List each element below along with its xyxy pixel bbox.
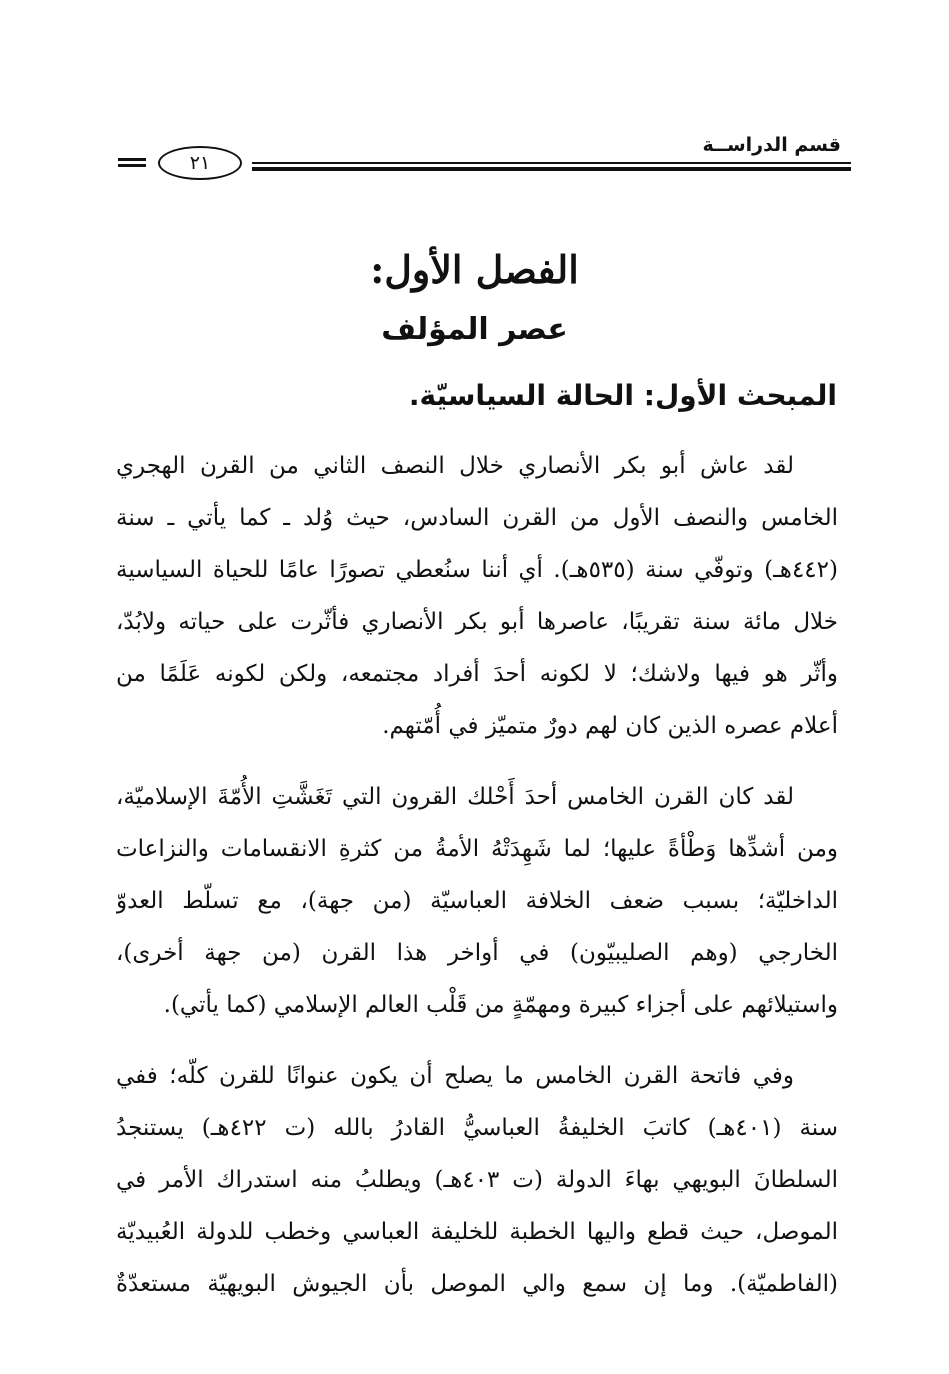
paragraph-line: الخامس والنصف الأول من القرن السادس، حيث وُلد ـ كما يأتي ـ سنة	[116, 505, 838, 531]
paragraph-3	[116, 1050, 838, 1310]
paragraph-line: خلال مائة سنة تقريبًا، عاصرها أبو بكر الأنصاري فأثّرت على حياته ولابُدّ،	[116, 609, 838, 635]
paragraph-line: لقد عاش أبو بكر الأنصاري خلال النصف الثاني من القرن الهجري	[116, 453, 794, 479]
paragraph-line: الداخليّة؛ بسبب ضعف الخلافة العباسيّة (من جهة)، مع تسلّط العدوّ	[116, 888, 838, 914]
chapter-subtitle: عصر المؤلف	[381, 312, 568, 347]
paragraph-line: الخارجي (وهم الصليبيّون) في أواخر هذا القرن (من جهة أخرى)،	[116, 940, 838, 966]
running-header	[116, 128, 851, 188]
paragraph-line: (٤٤٢هـ) وتوفّي سنة (٥٣٥هـ). أي أننا سنُعطي تصورًا عامًا للحياة السياسية	[116, 557, 838, 583]
paragraph-line: لقد كان القرن الخامس أحدَ أَحْلك القرون التي تَغَشَّتِ الأُمّةَ الإسلاميّة،	[116, 784, 794, 810]
running-header-section-name: قسم الدراســة	[702, 134, 841, 156]
paragraph-line: ومن أشدِّها وَطْأةً عليها؛ لما شَهِدَتْهُ الأمةُ من كثرةِ الانقسامات والنزاعات	[116, 836, 838, 862]
paragraph-line: السلطانَ البويهي بهاءَ الدولة (ت ٤٠٣هـ) ويطلبُ منه استدراك الأمر في	[116, 1167, 838, 1193]
header-dash-ornament	[118, 158, 146, 170]
page-number: ٢١	[158, 146, 242, 180]
body-text	[116, 440, 838, 1329]
paragraph-line: سنة (٤٠١هـ) كاتبَ الخليفةُ العباسيُّ القادرُ بالله (ت ٤٢٢هـ) يستنجدُ	[116, 1115, 838, 1141]
paragraph-line: وفي فاتحة القرن الخامس ما يصلح أن يكون عنوانًا للقرن كلّه؛ ففي	[116, 1063, 794, 1089]
paragraph-line: الموصل، حيث قطع واليها الخطبة للخليفة العباسي وخطب للدولة العُبيديّة	[116, 1219, 838, 1245]
paragraph-1	[116, 440, 838, 752]
chapter-title: الفصل الأول:	[370, 247, 579, 292]
section-heading: المبحث الأول: الحالة السياسيّة.	[408, 379, 837, 412]
paragraph-line: (الفاطميّة). وما إن سمع والي الموصل بأن الجيوش البويهيّة مستعدّةٌ	[116, 1271, 838, 1297]
header-rule	[252, 162, 851, 171]
paragraph-line: واستيلائهم على أجزاء كبيرة ومهمّةٍ من قَلْب العالم الإسلامي (كما يأتي).	[163, 992, 838, 1018]
paragraph-2	[116, 771, 838, 1031]
paragraph-line: وأثّر هو فيها ولاشك؛ لا لكونه أحدَ أفراد مجتمعه، ولكن لكونه عَلَمًا من	[116, 661, 838, 687]
paragraph-line: أعلام عصره الذين كان لهم دورٌ متميّز في أُمّتهم.	[382, 713, 838, 739]
